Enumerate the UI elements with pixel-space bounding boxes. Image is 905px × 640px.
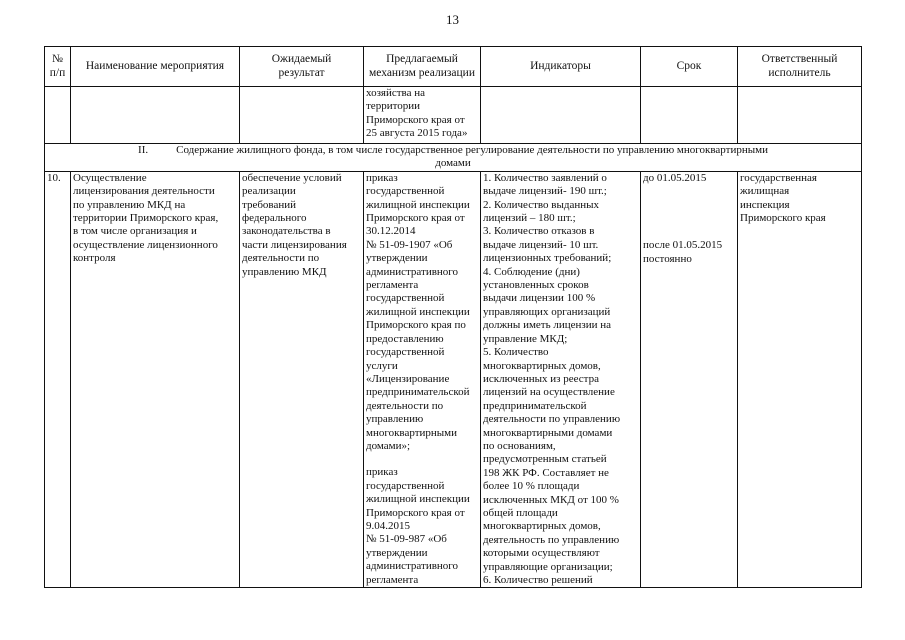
indicators: 1. Количество заявлений о выдаче лицензий- 190 шт.; 2. Количество выданных лицензий – 180 шт.; 3. Количество отказов в выдаче лицензий- 10 шт. лицензионных требований; 4. Соблюдение (дни) установленных сроков выдачи лицензии 100 % управляющих организаций должны иметь лицензии на управление МКД; 5. Количество многоквартирных домов, исключенных из реестра лицензий на осуществление предпринимательской деятельности по управлению многоквартирными домами по основаниям, предусмотренным статьей 198 ЖК РФ. Составляет не более 10 % площади исключенных МКД от 100 % общей площади многоквартирных домов, деятельность по управлению которыми осуществляют управляющие организации; 6. Количество решений: [481, 171, 641, 588]
header-result: Ожидаемый результат: [240, 47, 364, 87]
page-number: 13: [446, 12, 459, 27]
section-heading: [45, 144, 862, 172]
continuation-mechanism: хозяйства на территории Приморского края от 25 августа 2015 года»: [364, 87, 481, 144]
header-responsible: Ответственный исполнитель: [738, 47, 862, 87]
header-mechanism: Предлагаемый механизм реализации: [364, 47, 481, 87]
responsible-executor: государственная жилищная инспекция Приморского края: [738, 171, 862, 588]
section-number: II.: [138, 144, 149, 156]
section-title-line2: домами: [435, 157, 471, 170]
section-title-line1: Содержание жилищного фонда, в том числе государственное регулирование деятельности по управлению многоквартирными: [176, 144, 768, 156]
implementation-mechanism: приказ государственной жилищной инспекции Приморского края от 30.12.2014 № 51-09-1907 «Об утверждении административного регламента государственной жилищной инспекции Приморского края по предоставлению государственной услуги «Лицензирование предпринимательской деятельности по управлению многоквартирными домами»; приказ государственной жилищной инспекции Приморского края от 9.04.2015 № 51-09-987 «Об утверждении административного регламента: [364, 171, 481, 588]
header-num: № п/п: [45, 47, 71, 87]
table-row: [45, 171, 862, 588]
activity-name: Осуществление лицензирования деятельности по управлению МКД на территории Приморского края, в том числе организация и осуществление лицензионного контроля: [71, 171, 240, 588]
header-name: Наименование мероприятия: [71, 47, 240, 87]
header-indicators: Индикаторы: [481, 47, 641, 87]
expected-result: обеспечение условий реализации требований федерального законодательства в части лицензирования деятельности по управлению МКД: [240, 171, 364, 588]
header-row: [45, 47, 862, 87]
header-term: Срок: [641, 47, 738, 87]
activity-table: [44, 46, 862, 588]
continuation-row: [45, 87, 862, 144]
section-row: [45, 144, 862, 172]
term-first: до 01.05.2015: [643, 171, 707, 184]
row-number: 10.: [45, 171, 71, 588]
term: до 01.05.2015 после 01.05.2015 постоянно: [641, 171, 738, 588]
